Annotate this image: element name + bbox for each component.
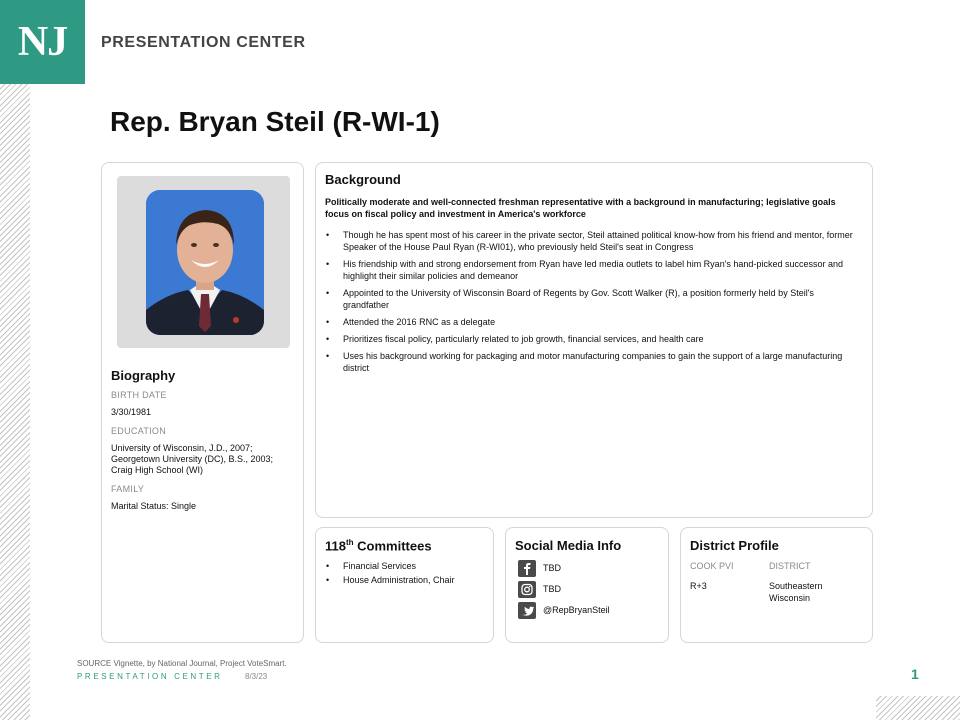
education-label: EDUCATION (111, 426, 167, 436)
portrait-frame (117, 176, 290, 348)
social-media-heading: Social Media Info (515, 538, 622, 553)
background-bullet: • Attended the 2016 RNC as a delegate (325, 316, 860, 328)
nj-logo (0, 0, 85, 84)
committees-list (325, 560, 490, 588)
family-value: Marital Status: Single (111, 501, 197, 511)
footer-brand: PRESENTATION CENTER (77, 672, 223, 681)
instagram-handle: TBD (543, 584, 561, 594)
district-profile-card (680, 527, 873, 643)
portrait-photo (146, 190, 264, 335)
twitter-handle: @RepBryanSteil (543, 605, 610, 615)
district-value-row (690, 580, 868, 604)
committees-card (315, 527, 494, 643)
background-list (325, 229, 860, 379)
left-hatch-decoration (0, 84, 30, 720)
source-note: SOURCE Vignette, by National Journal, Project VoteSmart. (77, 659, 287, 668)
background-bullet: • Prioritizes fiscal policy, particularly related to job growth, financial services, and health care (325, 333, 860, 345)
education-value: University of Wisconsin, J.D., 2007; Georgetown University (DC), B.S., 2003; Craig High School (WI) (111, 443, 274, 475)
twitter-icon (518, 602, 536, 619)
committee-item: • House Administration, Chair (325, 574, 490, 586)
district-label: DISTRICT (769, 561, 811, 571)
page-title: Rep. Bryan Steil (R-WI-1) (110, 106, 440, 137)
social-media-card (505, 527, 669, 643)
portrait-illustration (146, 190, 264, 335)
committee-item: • Financial Services (325, 560, 490, 572)
background-bullet: • Appointed to the University of Wisconsin Board of Regents by Gov. Scott Walker (R), a position formerly held by Steil's grandfather (325, 287, 860, 311)
district-label-row (690, 561, 868, 571)
social-row-facebook (518, 558, 610, 578)
birth-date-label: BIRTH DATE (111, 390, 167, 400)
facebook-icon (518, 560, 536, 577)
cook-pvi-value: R+3 (690, 581, 707, 591)
social-row-instagram (518, 579, 610, 599)
biography-card (101, 162, 304, 643)
page-number: 1 (911, 666, 919, 682)
bottom-hatch-decoration (876, 696, 960, 720)
social-media-list (518, 558, 610, 621)
brand-title: PRESENTATION CENTER (101, 34, 306, 51)
family-label: FAMILY (111, 484, 145, 494)
instagram-icon (518, 581, 536, 598)
background-heading: Background (325, 172, 401, 187)
district-profile-heading: District Profile (690, 538, 779, 553)
background-summary: Politically moderate and well-connected freshman representative with a background in manufacturing; legislative goals focus on fiscal policy and investment in America's workforce (325, 197, 836, 219)
district-profile-table (690, 561, 868, 604)
logo-text: NJ (17, 19, 68, 65)
committees-heading-text: Committees (353, 538, 432, 554)
committees-heading-suffix: th (345, 538, 354, 547)
biography-heading: Biography (111, 368, 176, 383)
district-value: Southeastern Wisconsin (769, 581, 823, 603)
facebook-handle: TBD (543, 563, 561, 573)
biography-fields (111, 390, 296, 520)
background-bullet: • His friendship with and strong endorsement from Ryan have led media outlets to label him Ryan's hand-picked successor and highlight their similar policies and demeanor (325, 258, 860, 282)
background-bullet: • Uses his background working for packaging and motor manufacturing companies to gain the support of a large manufacturing district (325, 350, 860, 374)
birth-date-value: 3/30/1981 (111, 407, 152, 417)
background-card (315, 162, 873, 518)
social-row-twitter (518, 600, 610, 620)
committees-heading-number: 118 (325, 538, 346, 554)
background-bullet: • Though he has spent most of his career in the private sector, Steil attained political know-how from his friend and mentor, former Speaker of the House Paul Ryan (R-WI01), who previously held Steil's seat in Congress (325, 229, 860, 253)
footer-date: 8/3/23 (245, 672, 268, 681)
committees-heading (325, 538, 432, 553)
cook-pvi-label: COOK PVI (690, 561, 734, 571)
